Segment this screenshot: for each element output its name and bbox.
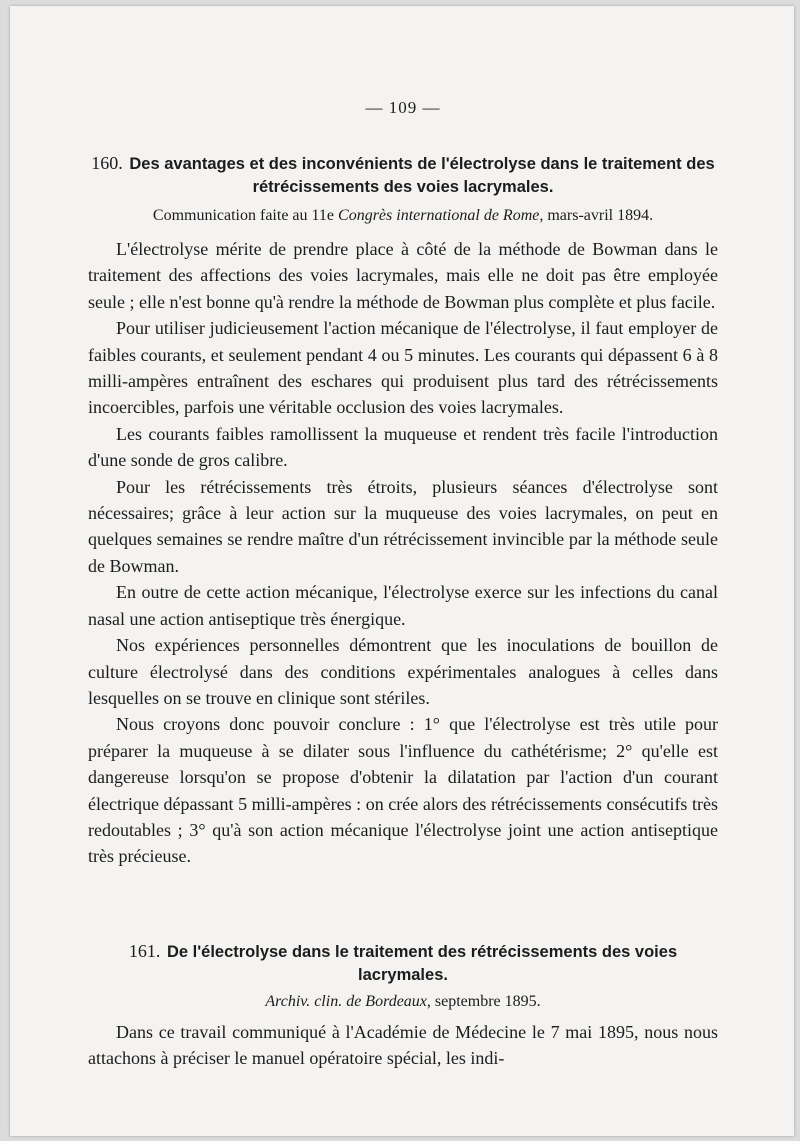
section-160-title: Des avantages et des inconvénients de l'électrolyse dans le traitement des rétrécissements des voies lacrymales. [129,155,715,196]
section-160-source-date: mars-avril 1894. [547,207,654,224]
section-160-source-prefix: Communication faite au 11e [152,207,335,224]
section-160-source [88,207,718,225]
section-160-body [88,236,718,870]
section-160-heading [88,152,718,199]
section-161-source-date: septembre 1895. [434,993,541,1010]
section-161-number: 161. [128,941,161,961]
section-161-title: De l'électrolyse dans le traitement des rétrécissements des voies lacrymales. [166,943,678,984]
section-161-source-venue: Archiv. clin. de Bordeaux, [265,993,431,1010]
paragraph: Dans ce travail communiqué à l'Académie de Médecine le 7 mai 1895, nous nous attachons à préciser le manuel opératoire spécial, les indi- [88,1022,718,1069]
paragraph: Pour les rétrécissements très étroits, plusieurs séances d'électrolyse sont nécessaires; grâce à leur action sur la muqueuse des voies lacrymales, on peut en quelques semaines se rendre maître d'un rétrécissement invincible par la méthode seule de Bowman. [88,476,718,576]
paragraph: En outre de cette action mécanique, l'électrolyse exerce sur les infections du canal nasal une action antiseptique très énergique. [88,582,718,629]
section-161-body [88,1019,718,1072]
section-161-heading [88,940,718,987]
document-page [10,6,794,1136]
page-number: — 109 — [365,98,441,117]
paragraph: Nous croyons donc pouvoir conclure : 1° que l'électrolyse est très utile pour préparer la muqueuse à se dilater sous l'influence du cathétérisme; 2° qu'elle est dangereuse lorsqu'on se propose d'obtenir la dilatation par l'action d'un courant électrique dépassant 5 milli-ampères : on crée alors des rétrécissements consécutifs très redoutables ; 3° qu'à son action mécanique l'électrolyse joint une action antiseptique très précieuse. [88,714,718,867]
section-161-source [88,993,718,1011]
paragraph: Nos expériences personnelles démontrent que les inoculations de bouillon de culture électrolysé dans des conditions expérimentales analogues à celles dans lesquelles on se trouve en clinique sont stériles. [88,635,718,708]
section-160-source-venue: Congrès international de Rome, [338,207,544,224]
paragraph: Pour utiliser judicieusement l'action mécanique de l'électrolyse, il faut employer de faibles courants, et seulement pendant 4 ou 5 minutes. Les courants qui dépassent 6 à 8 milli-ampères entraînent des eschares qui produisent plus tard des rétrécissements incoercibles, parfois une véritable occlusion des voies lacrymales. [88,318,718,418]
section-160-number: 160. [91,153,123,173]
paragraph: Les courants faibles ramollissent la muqueuse et rendent très facile l'introduction d'une sonde de gros calibre. [88,423,718,471]
paragraph: L'électrolyse mérite de prendre place à côté de la méthode de Bowman dans le traitement des affections des voies lacrymales, mais elle ne doit pas être employée seule ; elle n'est bonne qu'à rendre la méthode de Bowman plus complète et plus facile. [88,239,718,312]
